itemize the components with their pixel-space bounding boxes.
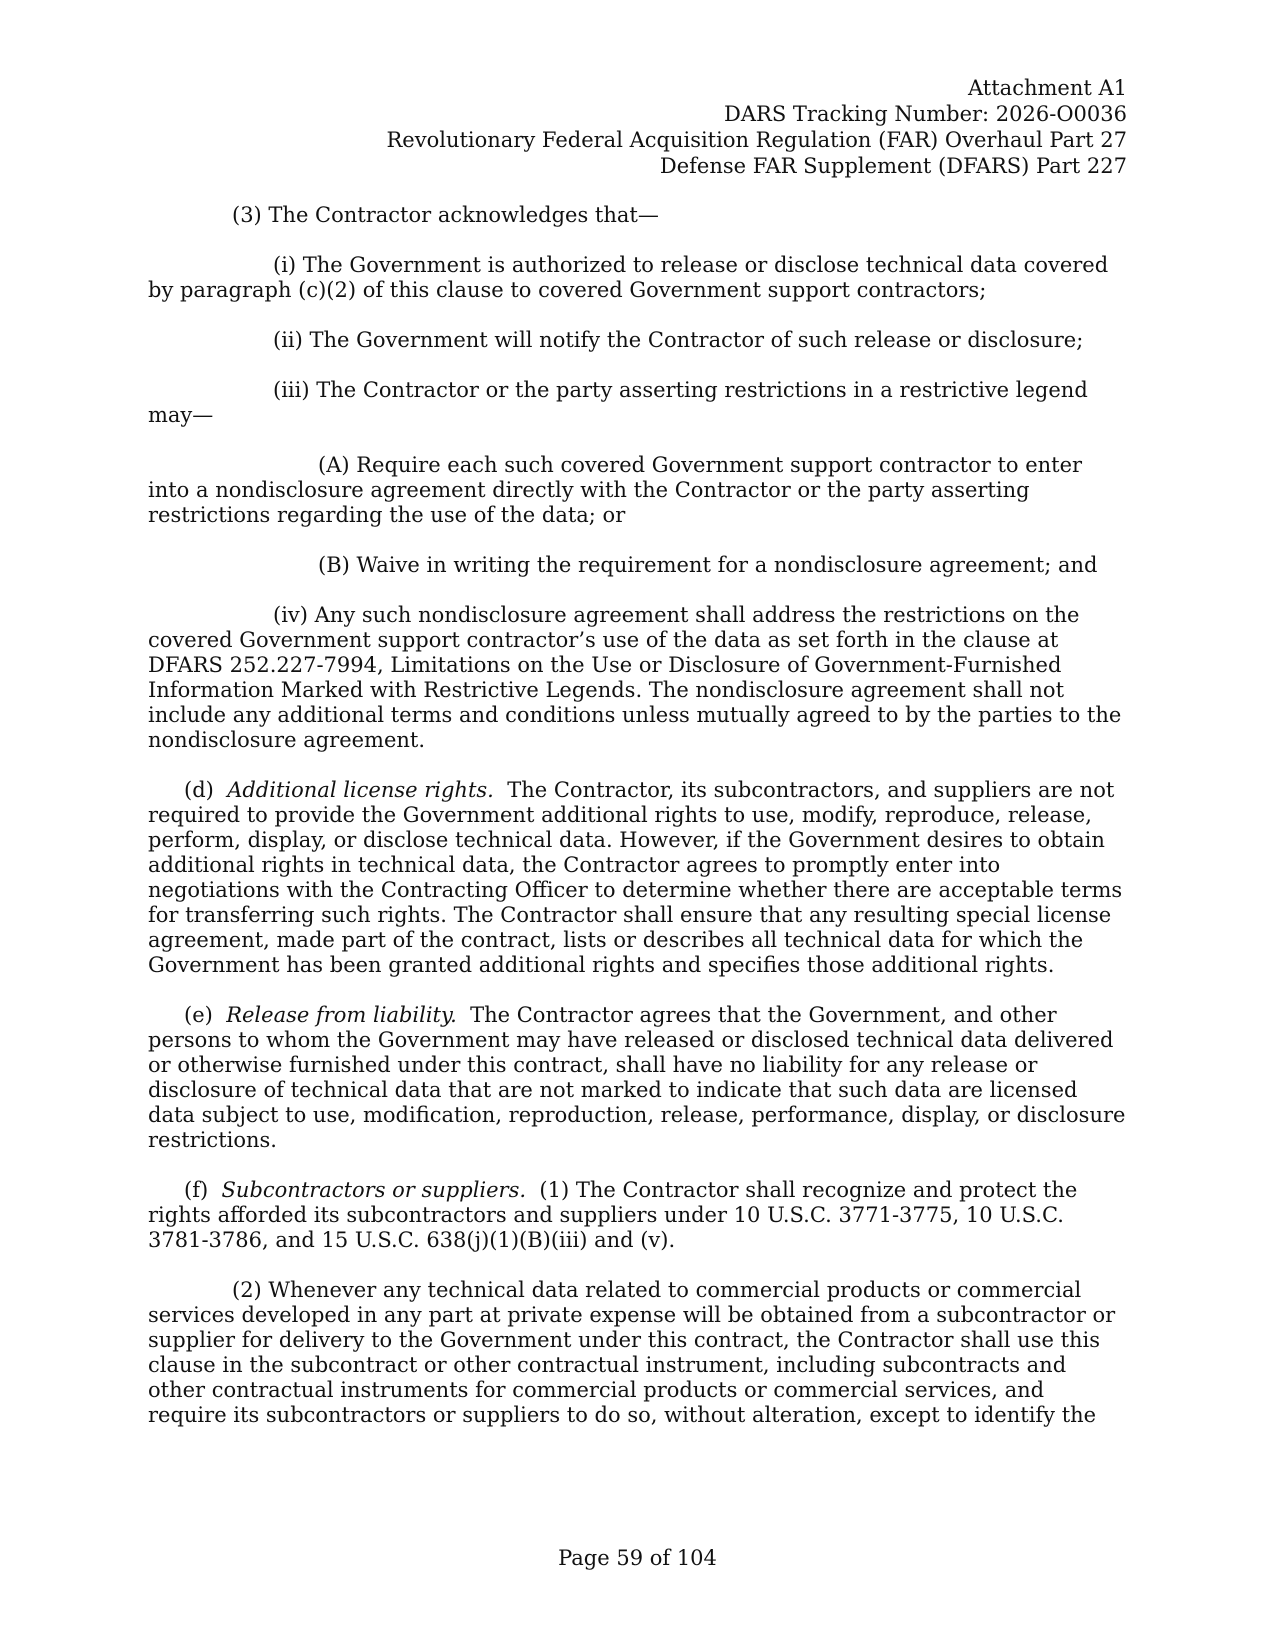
header-dfars-part: Defense FAR Supplement (DFARS) Part 227 — [659, 154, 1127, 178]
paragraph-c3-iv: (iv) Any such nondisclosure agreement shall address the restrictions on the covered Government support contractor’s use of the data as set forth in the clause at DFARS 252.227-7994, Limitations on the Use or Disclosure of Government-Furnished Information Marked with Restrictive Legends. The nondisclosure agreement shall not include any additional terms and conditions unless mutually agreed to by the parties to the nondisclosure agreement. — [148, 603, 1122, 752]
paragraph-f-text: (1) The Contractor shall recognize and protect the rights afforded its subcontractors and suppliers under 10 U.S.C. 3771-3775, 10 U.S.C. 3781-3786, and 15 U.S.C. 638(j)(1)(B)(iii) and (v). — [148, 1178, 1078, 1252]
paragraph-e — [148, 1003, 1127, 1153]
paragraph-f-title: Subcontractors or suppliers. — [221, 1178, 527, 1202]
page-header — [148, 75, 1127, 179]
paragraph-f-label: (f) — [184, 1178, 209, 1202]
paragraph-e-title: Release from liability. — [226, 1003, 457, 1027]
paragraph-c3: (3) The Contractor acknowledges that— — [232, 203, 659, 227]
paragraph-f2: (2) Whenever any technical data related to commercial products or commercial services developed in any part at private expense will be obtained from a subcontractor or supplier for delivery to the Government under this contract, the Contractor shall use this clause in the subcontract or other contractual instrument, including subcontracts and other contractual instruments for commercial products or commercial services, and require its subcontractors or suppliers to do so, without alteration, except to identify the — [148, 1278, 1116, 1427]
page-number: Page 59 of 104 — [558, 1546, 717, 1570]
paragraph-c3-iii-a: (A) Require each such covered Government support contractor to enter into a nondisclosure agreement directly with the Contractor or the party asserting restrictions regarding the use of the data; or — [148, 453, 1083, 527]
paragraph-c3-iii-b: (B) Waive in writing the requirement for a nondisclosure agreement; and — [318, 553, 1098, 577]
paragraph-e-text: The Contractor agrees that the Government, and other persons to whom the Government may have released or disclosed technical data delivered or otherwise furnished under this contract, shall have no liability for any release or disclosure of technical data that are not marked to indicate that such data are licensed data subject to use, modification, reproduction, release, performance, display, or disclosure restrictions. — [148, 1003, 1126, 1152]
paragraph-c3-iii: (iii) The Contractor or the party asserting restrictions in a restrictive legend may— — [148, 378, 1088, 427]
paragraph-d-label: (d) — [184, 778, 214, 802]
header-far-part: Revolutionary Federal Acquisition Regulation (FAR) Overhaul Part 27 — [386, 128, 1127, 152]
paragraph-e-label: (e) — [184, 1003, 213, 1027]
header-tracking-number: DARS Tracking Number: 2026-O0036 — [724, 102, 1127, 126]
paragraph-c3-ii: (ii) The Government will notify the Contractor of such release or disclosure; — [273, 328, 1084, 352]
paragraph-d-text: The Contractor, its subcontractors, and suppliers are not required to provide the Government additional rights to use, modify, reproduce, release, perform, display, or disclose technical data. However, if the Government desires to obtain additional rights in technical data, the Contractor agrees to promptly enter into negotiations with the Contracting Officer to determine whether there are acceptable terms for transferring such rights. The Contractor shall ensure that any resulting special license agreement, made part of the contract, lists or describes all technical data for which the Government has been granted additional rights and specifies those additional rights. — [148, 778, 1123, 977]
paragraph-c3-i: (i) The Government is authorized to release or disclose technical data covered by paragraph (c)(2) of this clause to covered Government support contractors; — [148, 253, 1109, 302]
paragraph-d-title: Additional license rights. — [227, 778, 494, 802]
paragraph-f — [148, 1178, 1127, 1253]
header-attachment: Attachment A1 — [968, 76, 1127, 100]
paragraph-d — [148, 778, 1127, 978]
